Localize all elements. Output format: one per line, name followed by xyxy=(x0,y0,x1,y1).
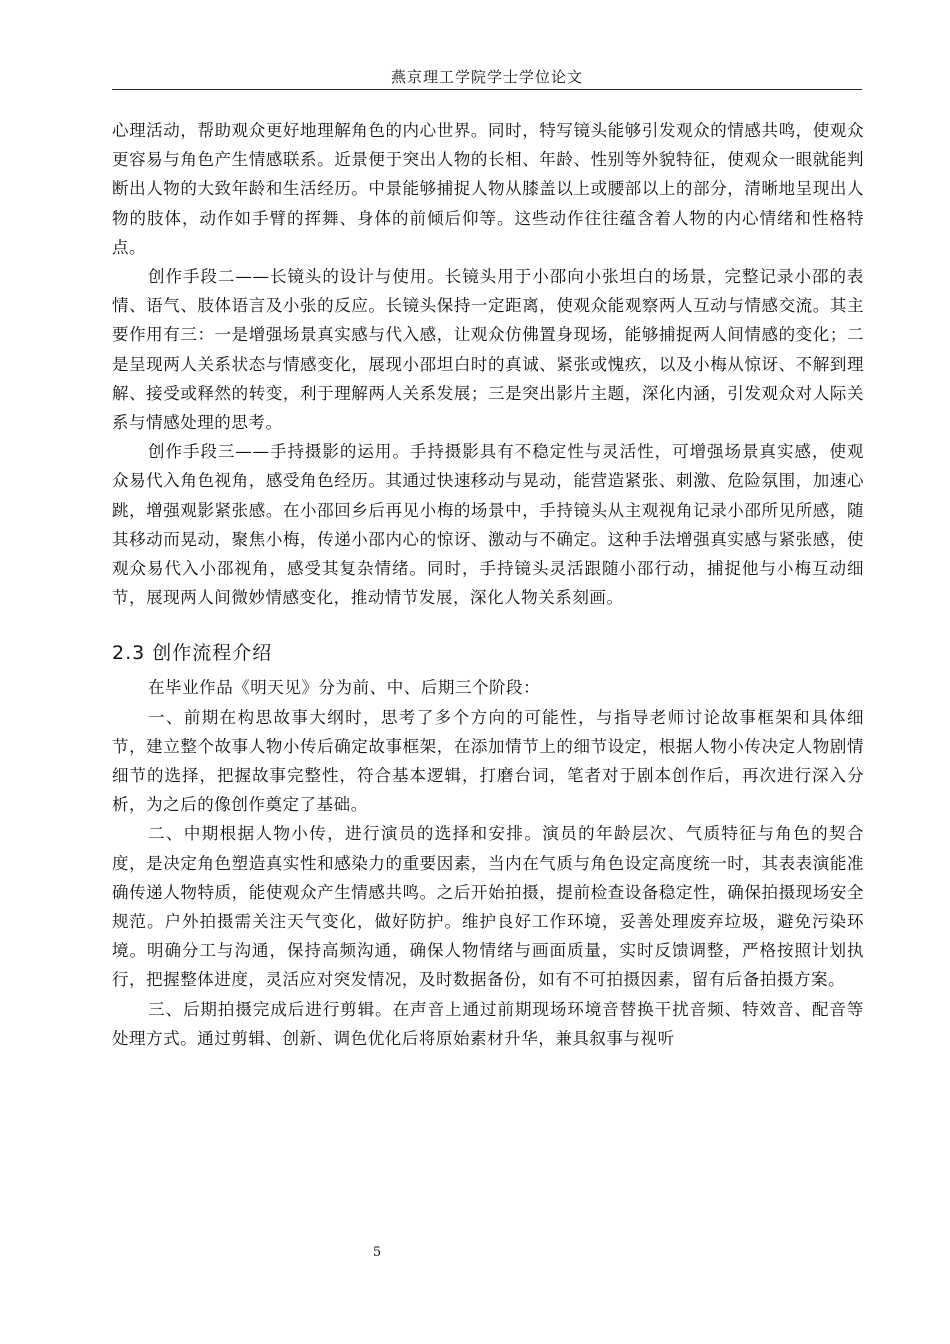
paragraph-handheld: 创作手段三——手持摄影的运用。手持摄影具有不稳定性与灵活性，可增强场景真实感，使观众易代入角色视角，感受角色经历。其通过快速移动与晃动，能营造紧张、刺激、危险氛围，加速心跳，增强观影紧张感。在小邵回乡后再见小梅的场景中，手持镜头从主观视角记录小邵所见所感，随其移动而晃动，聚焦小梅，传递小邵内心的惊讶、激动与不确定。这种手法增强真实感与紧张感，使观众易代入小邵视角，感受其复杂情绪。同时，手持镜头灵活跟随小邵行动，捕捉他与小梅互动细节，展现两人间微妙情感变化，推动情节发展，深化人物关系刻画。 xyxy=(112,442,864,608)
paragraph-long-take: 创作手段二——长镜头的设计与使用。长镜头用于小邵向小张坦白的场景，完整记录小邵的表情、语气、肢体语言及小张的反应。长镜头保持一定距离，使观众能观察两人互动与情感交流。其主要作用有三：一是增强场景真实感与代入感，让观众仿佛置身现场，能够捕捉两人间情感的变化；二是呈现两人关系状态与情感变化，展现小邵坦白时的真诚、紧张或愧疚，以及小梅从惊讶、不解到理解、接受或释然的转变，利于理解两人关系发展；三是突出影片主题，深化内涵，引发观众对人际关系与情感处理的思考。 xyxy=(112,267,864,433)
body-text xyxy=(112,116,864,1053)
section-heading: 2.3 创作流程介绍 xyxy=(112,642,273,665)
page-header: 燕京理工学院学士学位论文 xyxy=(390,68,583,86)
paragraph-continuation: 心理活动，帮助观众更好地理解角色的内心世界。同时，特写镜头能够引发观众的情感共鸣，使观众更容易与角色产生情感联系。近景便于突出人物的长相、年龄、性别等外貌特征，使观众一眼就能判断出人物的大致年龄和生活经历。中景能够捕捉人物从膝盖以上或腰部以上的部分，清晰地呈现出人物的肢体，动作如手臂的挥舞、身体的前倾后仰等。这些动作往往蕴含着人物的内心情绪和性格特点。 xyxy=(112,121,864,257)
paragraph-production: 二、中期根据人物小传，进行演员的选择和安排。演员的年龄层次、气质特征与角色的契合度，是决定角色塑造真实性和感染力的重要因素，当内在气质与角色设定高度统一时，其表表演能准确传递人物特质，能使观众产生情感共鸣。之后开始拍摄，提前检查设备稳定性，确保拍摄现场安全规范。户外拍摄需关注天气变化，做好防护。维护良好工作环境，妥善处理废弃垃圾，避免污染环境。明确分工与沟通，保持高频沟通，确保人物情绪与画面质量，实时反馈调整，严格按照计划执行，把握整体进度，灵活应对突发情况，及时数据备份，如有不可拍摄因素，留有后备拍摄方案。 xyxy=(112,824,864,990)
page-number: 5 xyxy=(372,1245,382,1260)
header-divider xyxy=(112,89,862,90)
paragraph-postproduction: 三、后期拍摄完成后进行剪辑。在声音上通过前期现场环境音替换干扰音频、特效音、配音等处理方式。通过剪辑、创新、调色优化后将原始素材升华，兼具叙事与视听 xyxy=(112,999,864,1048)
paragraph-preproduction: 一、前期在构思故事大纲时，思考了多个方向的可能性，与指导老师讨论故事框架和具体细节，建立整个故事人物小传后确定故事框架，在添加情节上的细节设定，根据人物小传决定人物剧情细节的选择，把握故事完整性，符合基本逻辑，打磨台词，笔者对于剧本创作后，再次进行深入分析，为之后的像创作奠定了基础。 xyxy=(112,707,864,815)
paragraph-stages-intro: 在毕业作品《明天见》分为前、中、后期三个阶段： xyxy=(148,678,541,698)
